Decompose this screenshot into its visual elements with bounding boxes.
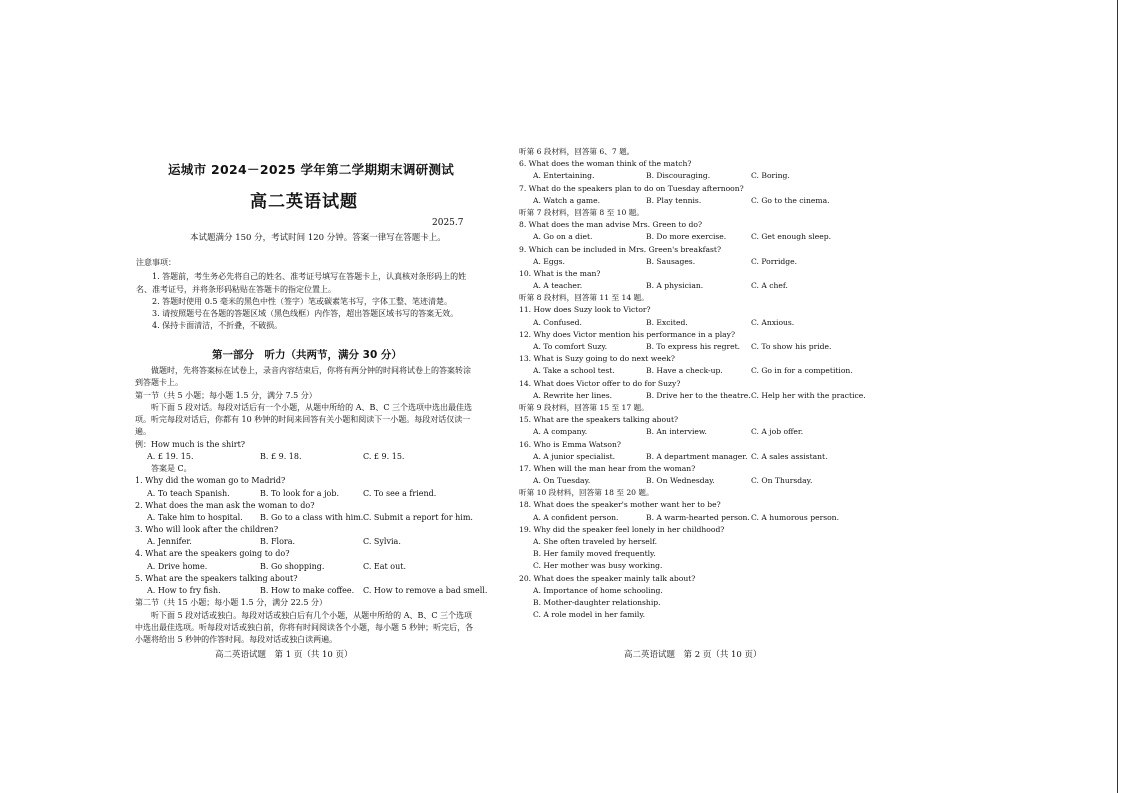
- question-options: [135, 536, 475, 548]
- material-heading: 听第 9 段材料，回答第 15 至 17 题。: [519, 402, 649, 412]
- example-answer: 答案是 C。: [151, 464, 192, 474]
- option-c: C. A humorous person.: [751, 512, 839, 522]
- option-c: C. Porridge.: [751, 256, 798, 266]
- question: 7. What do the speakers plan to do on Tuesday afternoon?: [519, 183, 744, 193]
- question-options: [519, 317, 849, 329]
- option-b: B. How to make coffee.: [260, 586, 355, 596]
- option-b: B. A department manager.: [646, 451, 748, 461]
- material-heading: 听第 6 段材料，回答第 6、7 题。: [519, 147, 635, 156]
- option-a: A. A company.: [533, 427, 588, 437]
- option-c: C. A job offer.: [751, 427, 804, 437]
- example-options: [135, 451, 475, 463]
- question-options: [135, 488, 475, 500]
- question-options: [519, 256, 849, 268]
- section1-heading: 第一节（共 5 小题；每小题 1.5 分，满分 7.5 分）: [135, 390, 317, 400]
- question-options: [519, 426, 849, 438]
- page-footer: 高二英语试题 第 2 页（共 10 页）: [624, 650, 762, 660]
- option-line: B. Her family moved frequently.: [533, 549, 656, 559]
- question-options: [519, 341, 849, 353]
- exam-subject-title: 高二英语试题: [250, 192, 358, 212]
- option-a: A. To teach Spanish.: [147, 488, 230, 498]
- option-b: B. Go to a class with him.: [260, 512, 364, 522]
- option-c: C. To show his pride.: [751, 342, 832, 351]
- option-b: B. A physician.: [646, 281, 704, 291]
- part-title: 第一部分 听力（共两节，满分 30 分）: [212, 349, 402, 361]
- option-b: B. Sausages.: [646, 256, 696, 266]
- option-b: B. On Wednesday.: [646, 476, 715, 486]
- option-a: A. Go on a diet.: [533, 232, 593, 242]
- option-line: B. Mother-daughter relationship.: [533, 597, 661, 607]
- question-options: [135, 561, 475, 573]
- material-heading: 听第 8 段材料，回答第 11 至 14 题。: [519, 293, 649, 303]
- question-options: [135, 585, 488, 597]
- option-line: A. She often traveled by herself.: [533, 537, 658, 546]
- option-a: A. Entertaining.: [533, 171, 595, 181]
- question: 16. Who is Emma Watson?: [519, 439, 621, 449]
- question: 14. What does Victor offer to do for Suzy?: [519, 378, 681, 388]
- question: 9. Which can be included in Mrs. Green's breakfast?: [519, 244, 722, 254]
- question-options: [519, 365, 853, 377]
- question-options: [135, 512, 475, 524]
- listening-section-right: [519, 146, 866, 621]
- option-b: B. Do more exercise.: [646, 232, 727, 242]
- note-item: 2. 答题时使用 0.5 毫米的黑色中性（签字）笔或碳素笔书写，字体工整、笔迹清楚。: [152, 296, 452, 306]
- section2-instructions: 听下面 5 段对话或独白。每段对话或独白后有几个小题，从题中所给的 A、B、C 三个选项中选出最佳选项。听每段对话或独白前，你将有时间阅读各个小题，每小题 5 秒钟；听完后，各小题将给出 5 秒钟的作答时间。每段对话或独白读两遍。: [135, 610, 474, 645]
- question-options: [519, 512, 849, 524]
- option-c: C. Get enough sleep.: [751, 232, 831, 242]
- question: 6. What does the woman think of the match?: [519, 159, 692, 169]
- option-a: A. Rewrite her lines.: [533, 390, 613, 400]
- option-c: C. Go in for a competition.: [751, 366, 853, 376]
- material-heading: 听第 10 段材料，回答第 18 至 20 题。: [519, 488, 654, 498]
- option-a: A. £ 19. 15.: [147, 451, 194, 461]
- question-options: [519, 451, 849, 463]
- section2-heading: 第二节（共 15 小题；每小题 1.5 分，满分 22.5 分）: [135, 598, 327, 608]
- option-c: C. A sales assistant.: [751, 451, 828, 461]
- question-options: [519, 280, 849, 292]
- option-b: B. To express his regret.: [646, 342, 741, 351]
- option-b: B. A warm-hearted person.: [646, 512, 750, 522]
- note-item: 3. 请按照题号在各题的答题区域（黑色线框）内作答，超出答题区域书写的答案无效。: [152, 309, 459, 319]
- option-b: B. Flora.: [260, 537, 296, 547]
- part-intro: 做题时，先将答案标在试卷上，录音内容结束后，你将有两分钟的时间将试卷上的答案转涂到答题卡上。: [135, 366, 471, 388]
- question: 5. What are the speakers talking about?: [135, 573, 298, 583]
- option-a: A. A confident person.: [533, 512, 619, 522]
- question: 19. Why did the speaker feel lonely in her childhood?: [519, 524, 725, 534]
- option-b: B. £ 9. 18.: [260, 451, 302, 461]
- notes-heading: 注意事项：: [136, 258, 176, 267]
- notes-section: [136, 257, 471, 333]
- option-c: C. Eat out.: [363, 561, 407, 571]
- option-c: C. £ 9. 15.: [363, 451, 405, 461]
- question: 20. What does the speaker mainly talk about?: [519, 573, 696, 583]
- option-c: C. On Thursday.: [751, 476, 813, 486]
- option-c: C. Sylvia.: [363, 537, 401, 547]
- option-c: C. Help her with the practice.: [751, 390, 866, 400]
- example-question: 例：How much is the shirt?: [135, 439, 246, 449]
- question: 13. What is Suzy going to do next week?: [519, 354, 675, 364]
- section1-instructions: 听下面 5 段对话。每段对话后有一个小题，从题中所给的 A、B、C 三个选项中选出最佳选项。听完每段对话后，你都有 10 秒钟的时间来回答有关小题和阅读下一小题。每段对话仅读一遍。: [135, 402, 473, 437]
- option-c: C. Anxious.: [751, 317, 795, 327]
- option-a: A. Take him to hospital.: [147, 512, 243, 522]
- option-c: C. Submit a report for him.: [363, 512, 473, 522]
- option-a: A. How to fry fish.: [147, 586, 221, 596]
- option-b: B. Excited.: [646, 317, 688, 327]
- option-b: B. An interview.: [646, 427, 707, 437]
- option-c: C. To see a friend.: [363, 488, 437, 498]
- option-a: A. On Tuesday.: [533, 476, 591, 486]
- page-footer: 高二英语试题 第 1 页（共 10 页）: [215, 650, 353, 660]
- question: 2. What does the man ask the woman to do?: [135, 500, 315, 510]
- option-a: A. To comfort Suzy.: [533, 342, 608, 351]
- option-b: B. To look for a job.: [260, 488, 340, 498]
- note-item: 1. 答题前，考生务必先将自己的姓名、准考证号填写在答题卡上，认真核对条形码上的姓名、准考证号，并将条形码粘贴在答题卡的指定位置上。: [136, 272, 467, 294]
- option-b: B. Play tennis.: [646, 195, 702, 205]
- option-b: B. Have a check-up.: [646, 366, 723, 376]
- option-b: B. Discouraging.: [646, 171, 711, 181]
- option-line: A. Importance of home schooling.: [533, 585, 663, 595]
- question: 8. What does the man advise Mrs. Green to do?: [519, 220, 703, 230]
- question: 10. What is the man?: [519, 268, 601, 278]
- exam-intro: 本试题满分 150 分，考试时间 120 分钟。答案一律写在答题卡上。: [190, 233, 446, 243]
- question: 17. When will the man hear from the woman?: [519, 463, 696, 473]
- option-a: A. Take a school test.: [533, 366, 615, 376]
- exam-title: 运城市 2024－2025 学年第二学期期末调研测试: [168, 162, 455, 177]
- question: 15. What are the speakers talking about?: [519, 415, 679, 425]
- option-c: C. Boring.: [751, 171, 790, 181]
- question-options: [519, 390, 866, 402]
- option-b: B. Drive her to the theatre.: [646, 390, 751, 400]
- question: 1. Why did the woman go to Madrid?: [135, 476, 286, 486]
- option-a: A. A junior specialist.: [533, 451, 616, 461]
- question: 12. Why does Victor mention his performance in a play?: [519, 329, 736, 339]
- option-b: B. Go shopping.: [260, 561, 325, 571]
- question-options: [519, 231, 849, 243]
- question: 4. What are the speakers going to do?: [135, 549, 290, 559]
- option-a: A. Jennifer.: [147, 537, 192, 547]
- option-a: A. Watch a game.: [533, 195, 601, 205]
- material-heading: 听第 7 段材料，回答第 8 至 10 题。: [519, 207, 644, 217]
- option-line: C. Her mother was busy working.: [533, 561, 663, 571]
- question-options: [519, 195, 849, 207]
- option-c: C. How to remove a bad smell.: [363, 586, 488, 596]
- question: 3. Who will look after the children?: [135, 525, 279, 535]
- option-a: A. Confused.: [533, 317, 582, 327]
- question: 18. What does the speaker's mother want her to be?: [519, 500, 721, 510]
- listening-section-left: [135, 365, 488, 646]
- option-a: A. Eggs.: [533, 256, 565, 266]
- page-edge-divider: [1117, 0, 1118, 793]
- option-a: A. Drive home.: [147, 561, 208, 571]
- note-item: 4. 保持卡面清洁，不折叠，不破损。: [152, 321, 283, 331]
- question: 11. How does Suzy look to Victor?: [519, 305, 651, 315]
- exam-date: 2025.7: [432, 218, 464, 228]
- option-c: C. A chef.: [751, 281, 788, 291]
- question-options: [519, 170, 849, 182]
- option-a: A. A teacher.: [533, 281, 583, 291]
- option-line: C. A role model in her family.: [533, 610, 646, 620]
- option-c: C. Go to the cinema.: [751, 195, 830, 205]
- question-options: [519, 475, 849, 487]
